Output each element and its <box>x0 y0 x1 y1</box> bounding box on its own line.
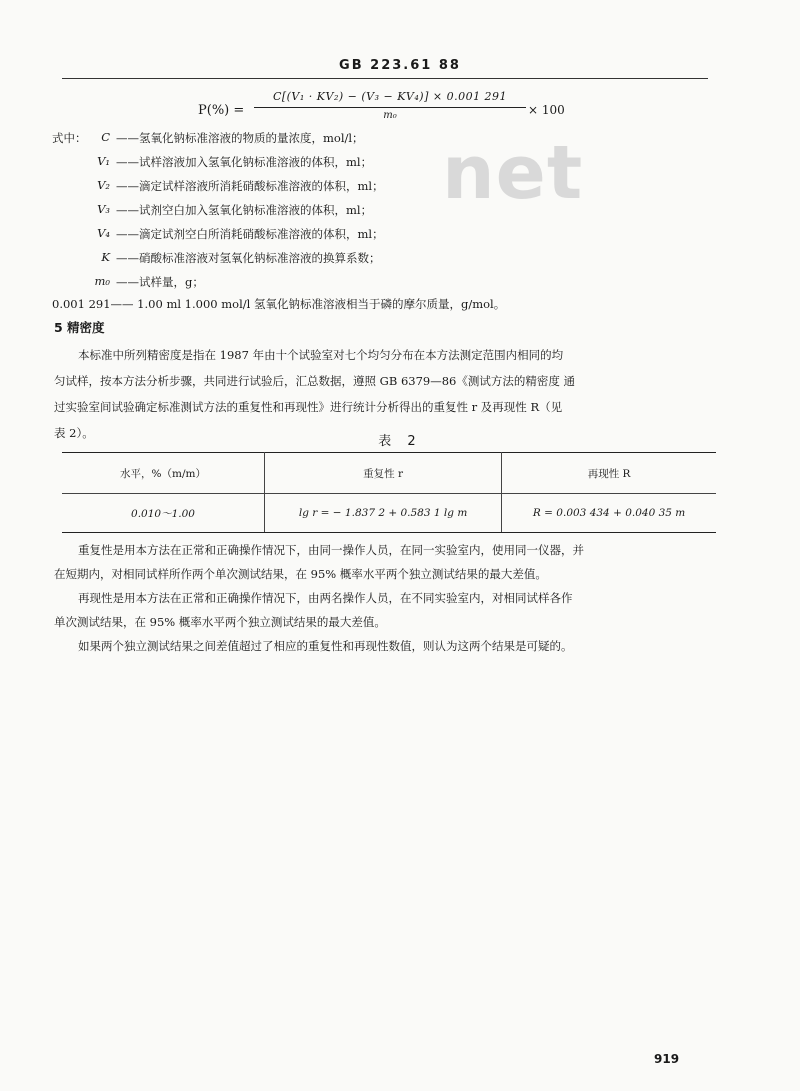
definition-text: ——氢氧化钠标准溶液的物质的量浓度，mol/l； <box>116 131 364 145</box>
cell-repeatability-formula: lg r = − 1.837 2 + 0.583 1 lg m <box>265 494 502 533</box>
phosphorus-formula <box>0 90 800 130</box>
definition-text: ——试样量，g； <box>116 275 204 289</box>
header-rule <box>62 78 708 79</box>
definition-text: ——试剂空白加入氢氧化钠标准溶液的体积，ml； <box>116 203 373 217</box>
repeatability-line: 在短期内，对相同试样所作两个单次测试结果，在 95% 概率水平两个独立测试结果的最大差值。 <box>54 567 547 581</box>
definition-symbol: V₁ <box>97 154 110 168</box>
reproducibility-line: 单次测试结果，在 95% 概率水平两个独立测试结果的最大差值。 <box>54 615 386 629</box>
definition-text: ——滴定试剂空白所消耗硝酸标准溶液的体积，ml； <box>116 227 384 241</box>
column-header-reproducibility: 再现性 R <box>502 453 716 494</box>
definition-symbol: V₄ <box>97 226 110 240</box>
formula-denominator: m₀ <box>383 110 397 121</box>
precision-table <box>62 452 716 533</box>
definition-symbol: V₃ <box>97 202 110 216</box>
column-header-repeatability: 重复性 r <box>265 453 502 494</box>
definition-symbol: K <box>101 250 110 264</box>
definition-symbol: V₂ <box>97 178 110 192</box>
definitions-intro: 式中： <box>52 131 87 145</box>
definition-symbol: m₀ <box>94 274 110 288</box>
paragraph-line: 本标准中所列精密度是指在 1987 年由十个试验室对七个均匀分布在本方法测定范围内相同的均 <box>78 348 564 362</box>
paragraph-line: 过实验室间试验确定标准测试方法的重复性和再现性》进行统计分析得出的重复性 r 及再现性 R（见 <box>54 400 563 414</box>
reproducibility-line: 再现性是用本方法在正常和正确操作情况下，由两名操作人员，在不同实验室内，对相同试样各作 <box>78 591 573 605</box>
section-5-title: 5 精密度 <box>54 320 105 335</box>
standard-code-header: GB 223.61 88 <box>339 58 461 73</box>
definition-symbol: C <box>101 130 110 144</box>
definition-text: ——硝酸标准溶液对氢氧化钠标准溶液的换算系数； <box>116 251 381 265</box>
formula-lhs: P(%) = <box>198 103 245 118</box>
definition-text: ——滴定试样溶液所消耗硝酸标准溶液的体积，ml； <box>116 179 384 193</box>
paragraph-line: 表 2）。 <box>54 426 94 440</box>
cell-reproducibility-formula: R = 0.003 434 + 0.040 35 m <box>502 494 716 533</box>
column-header-level: 水平，%（m/m） <box>62 453 265 494</box>
molar-constant-definition: 0.001 291—— 1.00 ml 1.000 mol/l 氢氧化钠标准溶液相当于磷的摩尔质量，g/mol。 <box>52 297 506 311</box>
repeatability-line: 重复性是用本方法在正常和正确操作情况下，由同一操作人员，在同一实验室内，使用同一仪器，并 <box>78 543 584 557</box>
watermark: net <box>442 130 584 216</box>
precision-notes <box>54 538 724 658</box>
table-header-row <box>62 453 716 494</box>
formula-fraction-bar <box>254 107 526 108</box>
formula-rhs: × 100 <box>528 103 565 117</box>
formula-numerator: C[(V₁ · KV₂) − (V₃ − KV₄)] × 0.001 291 <box>272 90 508 103</box>
table-2-caption: 表 2 <box>378 434 422 449</box>
table-row <box>62 494 716 533</box>
page-number: 919 <box>654 1052 680 1066</box>
conclusion-line: 如果两个独立测试结果之间差值超过了相应的重复性和再现性数值，则认为这两个结果是可疑的。 <box>78 639 573 653</box>
paragraph-line: 匀试样，按本方法分析步骤，共同进行试验后，汇总数据，遵照 GB 6379—86《测试方法的精密度 通 <box>54 374 575 388</box>
definition-text: ——试样溶液加入氢氧化钠标准溶液的体积，ml； <box>116 155 373 169</box>
cell-level-range: 0.010～1.00 <box>62 494 265 533</box>
